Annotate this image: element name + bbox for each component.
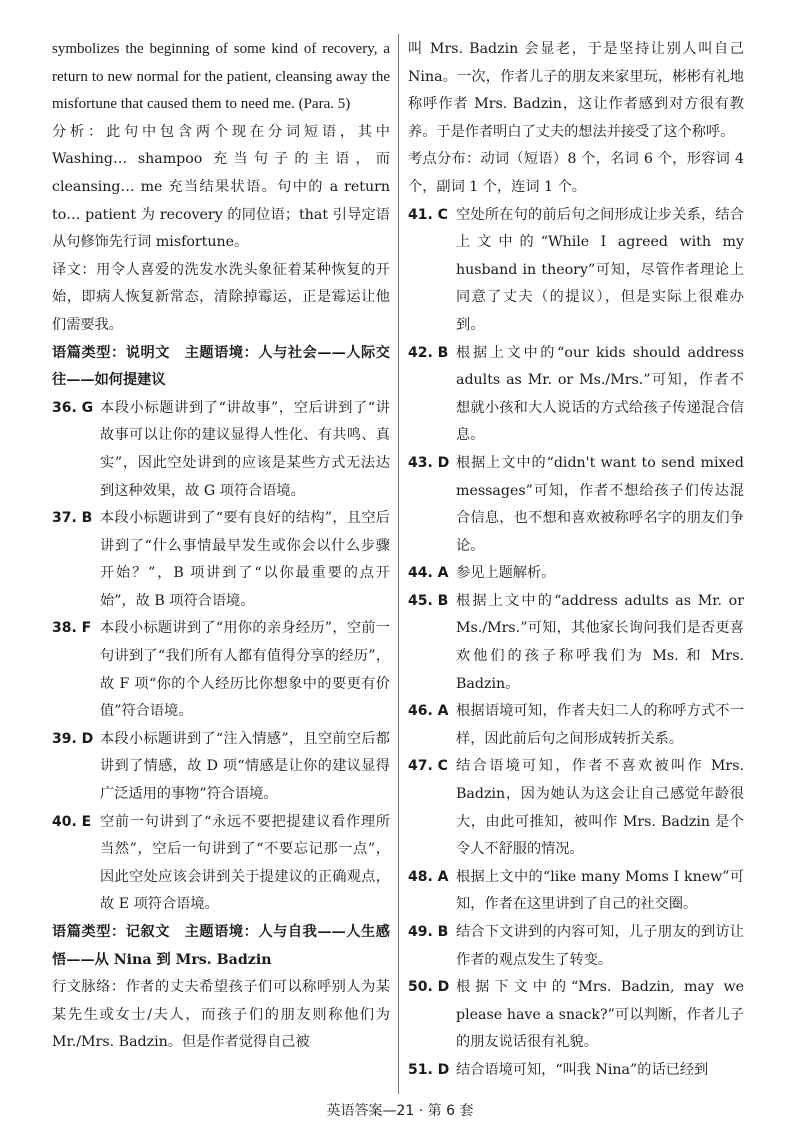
context-paragraph: 行文脉络：作者的丈夫希望孩子们可以称呼别人为某某先生或女士/夫人，而孩子们的朋友则称他们为 Mr./Mrs. Badzin。但是作者觉得自己被 xyxy=(52,979,390,1051)
answer-number: 45. B xyxy=(408,592,449,609)
answer-number: 41. C xyxy=(408,206,448,223)
answer-item xyxy=(52,395,390,505)
answer-item xyxy=(408,864,744,919)
answer-item xyxy=(408,919,744,974)
answer-number: 51. D xyxy=(408,1061,450,1078)
answer-explanation: 根据上文中的“didn't want to send mixed messages”可知，作者不想给孩子们传达混合信息，也不想和喜欢被称呼名字的朋友们争论。 xyxy=(456,454,744,554)
answer-explanation: 根据语境可知，作者夫妇二人的称呼方式不一样，因此前后句之间形成转折关系。 xyxy=(456,703,744,747)
answer-number: 44. A xyxy=(408,565,449,582)
answer-item xyxy=(408,1057,744,1085)
right-column xyxy=(408,36,744,1085)
answer-item xyxy=(408,698,744,753)
answer-number: 43. D xyxy=(408,454,450,471)
answer-number: 50. D xyxy=(408,979,450,996)
answer-explanation: 根据上文中的“our kids should address adults as Mr. or Ms./Mrs.”可知，作者不想就小孩和大人说话的方式给孩子传递混合信息。 xyxy=(456,344,744,444)
answer-number: 36. G xyxy=(52,399,94,416)
answer-item xyxy=(408,588,744,698)
left-column xyxy=(52,36,390,1057)
answer-explanation: 根据下文中的“Mrs. Badzin, may we please have a snack?”可以判断，作者儿子的朋友说话很有礼貌。 xyxy=(456,979,744,1051)
answer-item xyxy=(408,340,744,450)
answer-item xyxy=(52,505,390,615)
page-footer: 英语答案—21 · 第 6 套 xyxy=(326,1103,474,1119)
exam-points: 考点分布：动词（短语）8 个，名词 6 个，形容词 4 个，副词 1 个，连词 1 个。 xyxy=(408,151,744,195)
answer-item xyxy=(52,809,390,919)
answer-explanation: 本段小标题讲到了“用你的亲身经历”，空前一句讲到了“我们所有人都有值得分享的经历”，故 F 项“你的个人经历比你想象中的要更有价值”符合语境。 xyxy=(100,620,390,720)
answer-item xyxy=(52,615,390,725)
column-divider xyxy=(398,34,399,1094)
answer-item xyxy=(408,753,744,863)
answer-explanation: 结合下文讲到的内容可知，儿子朋友的到访让作者的观点发生了转变。 xyxy=(456,924,744,968)
genre-heading-1: 语篇类型：说明文 主题语境：人与社会——人际交往——如何提建议 xyxy=(52,344,390,389)
answer-item xyxy=(408,560,744,588)
quoted-sentence: symbolizes the beginning of some kind of recovery, a return to new normal for the patient, cleansing away the misfortune that caused them to need me. (Para. 5) xyxy=(52,41,390,113)
analysis-paragraph: 分析：此句中包含两个现在分词短语，其中 Washing… shampoo 充当句子的主语，而 cleansing… me 充当结果状语。句中的 a return to… patient 为 recovery 的同位语；that 引导定语从句修饰先行词 misfortune。 xyxy=(52,123,390,251)
answer-number: 42. B xyxy=(408,344,449,361)
answer-explanation: 本段小标题讲到了“注入情感”，且空前空后都讲到了情感，故 D 项“情感是让你的建议显得广泛适用的事物”符合语境。 xyxy=(100,730,390,803)
answer-explanation: 空前一句讲到了“永远不要把提建议看作理所当然”，空后一句讲到了“不要忘记那一点”，因此空处应该会讲到关于提建议的正确观点，故 E 项符合语境。 xyxy=(100,813,390,913)
answer-explanation: 结合语境可知，“叫我 Nina”的话已经到 xyxy=(456,1061,709,1078)
answer-list-left xyxy=(52,395,390,919)
translation-paragraph: 译文：用令人喜爱的洗发水洗头象征着某种恢复的开始，即病人恢复新常态，清除掉霉运，正是霉运让他们需要我。 xyxy=(52,261,390,333)
answer-explanation: 结合语境可知，作者不喜欢被叫作 Mrs. Badzin，因为她认为这会让自己感觉年龄很大，由此可推知，被叫作 Mrs. Badzin 是个令人不舒服的情况。 xyxy=(456,758,744,858)
answer-number: 40. E xyxy=(52,813,92,830)
answer-item xyxy=(408,202,744,340)
answer-number: 48. A xyxy=(408,868,449,885)
genre-heading-2: 语篇类型：记叙文 主题语境：人与自我——人生感悟——从 Nina 到 Mrs. Badzin xyxy=(52,924,390,968)
answer-number: 39. D xyxy=(52,730,94,747)
answer-number: 49. B xyxy=(408,924,449,940)
answer-item xyxy=(408,974,744,1057)
answer-explanation: 本段小标题讲到了“要有良好的结构”，且空后讲到了“什么事情最早发生或你会以什么步骤开始？”，B 项讲到了“以你最重要的点开始”，故 B 项符合语境。 xyxy=(100,510,390,609)
answer-explanation: 根据上文中的“address adults as Mr. or Ms./Mrs.”可知，其他家长询问我们是否更喜欢他们的孩子称呼我们为 Ms. 和 Mrs. Badzin。 xyxy=(456,592,744,692)
answer-item xyxy=(52,726,390,809)
answer-number: 38. F xyxy=(52,620,92,637)
answer-explanation: 本段小标题讲到了“讲故事”，空后讲到了“讲故事可以让你的建议显得人性化、有共鸣、真实”，因此空处讲到的应该是某些方式无法达到这种效果，故 G 项符合语境。 xyxy=(100,399,390,499)
answer-explanation: 参见上题解析。 xyxy=(456,565,556,582)
answer-number: 47. C xyxy=(408,758,448,775)
context-continued: 叫 Mrs. Badzin 会显老，于是坚持让别人叫自己 Nina。一次，作者儿子的朋友来家里玩，彬彬有礼地称呼作者 Mrs. Badzin，这让作者感到对方很有教养。于是作者明白了丈夫的想法并接受了这个称呼。 xyxy=(408,41,744,140)
answer-number: 46. A xyxy=(408,703,449,720)
answer-item xyxy=(408,450,744,560)
answer-list-right xyxy=(408,202,744,1085)
answer-number: 37. B xyxy=(52,510,93,527)
answer-explanation: 根据上文中的“like many Moms I knew”可知，作者在这里讲到了自己的社交圈。 xyxy=(456,868,744,913)
answer-explanation: 空处所在句的前后句之间形成让步关系，结合上文中的“While I agreed with my husband in theory”可知，尽管作者理论上同意了丈夫（的提议），但是实际上很难办到。 xyxy=(456,206,744,333)
